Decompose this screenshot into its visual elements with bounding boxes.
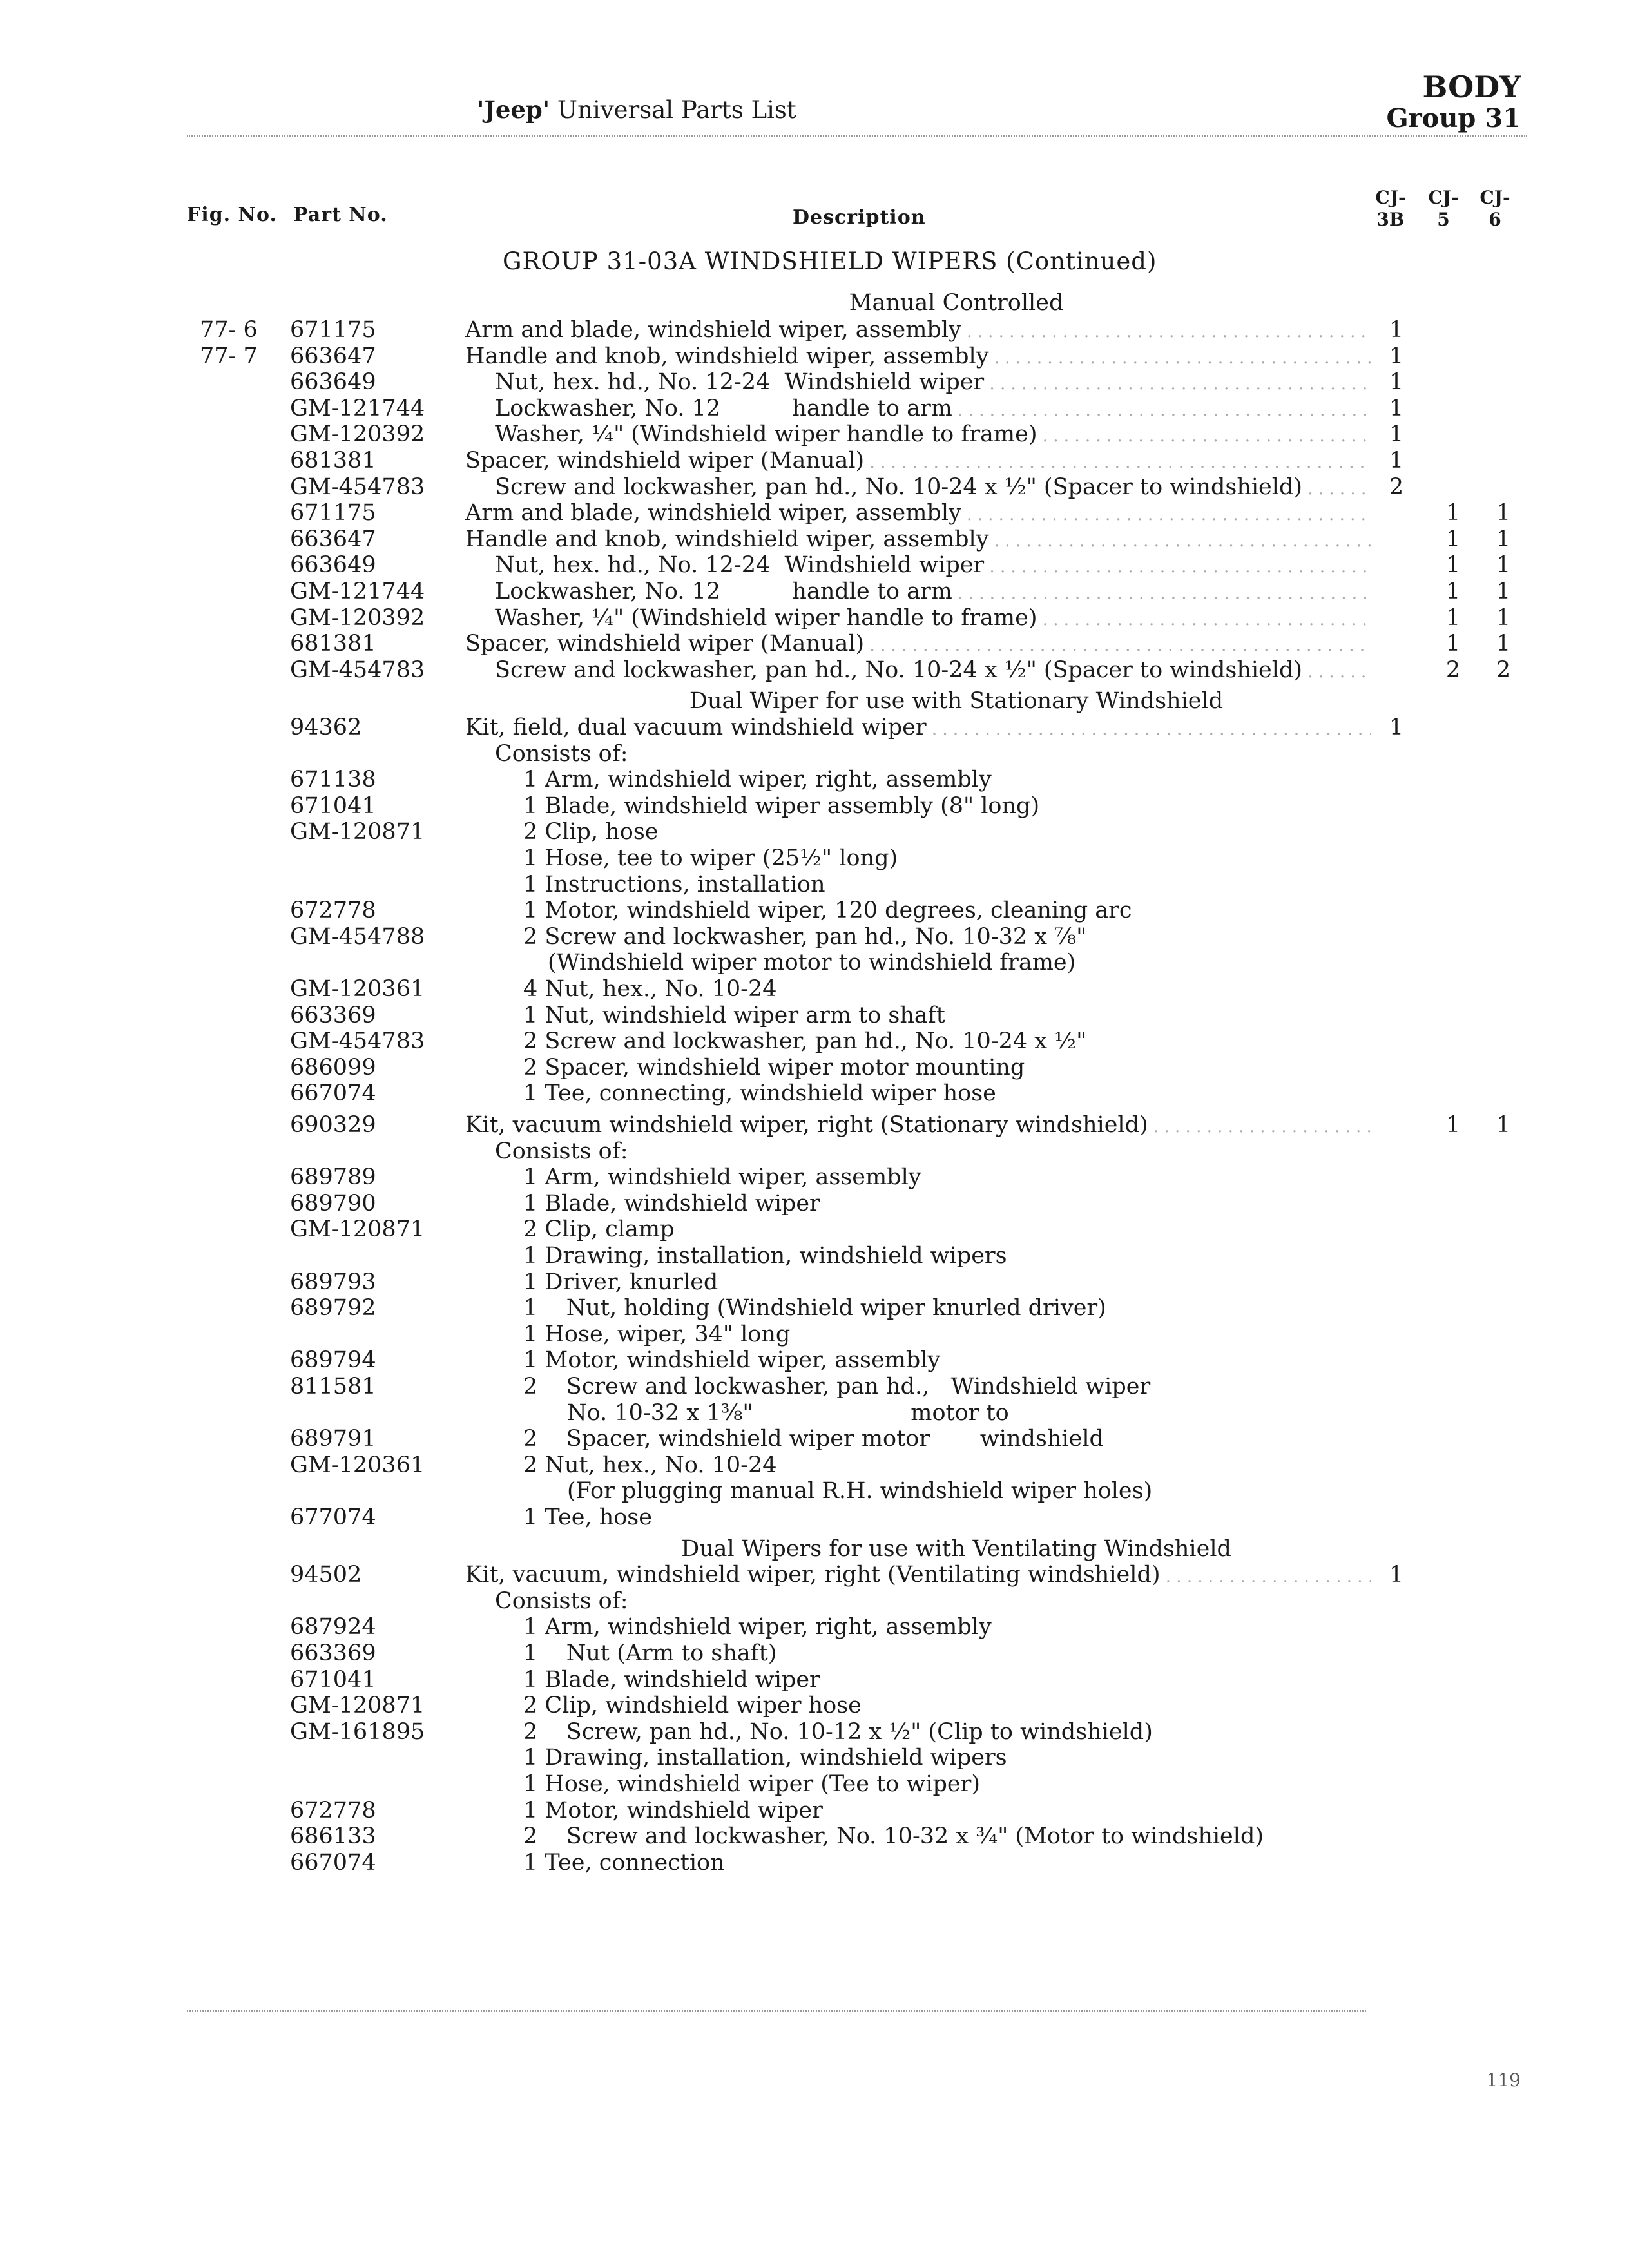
table-row bbox=[0, 1426, 1629, 1452]
part-no: 690329 bbox=[290, 1112, 376, 1138]
quantity-cj6: 1 bbox=[1496, 552, 1511, 578]
quantity-cj5: 1 bbox=[1445, 526, 1461, 552]
part-no: 671138 bbox=[290, 767, 376, 793]
table-row bbox=[0, 1452, 1629, 1478]
part-no: GM-120361 bbox=[290, 1452, 425, 1478]
fig-no: 77- 6 bbox=[200, 317, 258, 343]
quantity-cj3b: 1 bbox=[1389, 343, 1404, 369]
table-row bbox=[0, 1562, 1629, 1588]
part-no: 663649 bbox=[290, 552, 376, 578]
part-no: 689791 bbox=[290, 1426, 376, 1452]
table-row bbox=[0, 1504, 1629, 1530]
table-row bbox=[0, 421, 1629, 447]
description: 2 Screw and lockwasher, pan hd., No. 10-24 x ½" bbox=[523, 1028, 1087, 1054]
description: 1 Drawing, installation, windshield wipers bbox=[523, 1745, 1007, 1771]
col-header-description: Description bbox=[793, 206, 926, 229]
description: 1 Arm, windshield wiper, right, assembly bbox=[523, 1614, 992, 1640]
description: 1 Motor, windshield wiper, 120 degrees, cleaning arc bbox=[523, 898, 1132, 923]
description: 2 Screw, pan hd., No. 10-12 x ½" (Clip to windshield) bbox=[523, 1719, 1153, 1745]
table-row bbox=[0, 872, 1629, 898]
part-no: 689792 bbox=[290, 1295, 376, 1321]
table-row bbox=[0, 552, 1629, 578]
quantity-cj3b: 1 bbox=[1389, 369, 1404, 395]
part-no: GM-120361 bbox=[290, 976, 425, 1002]
description: 1 Arm, windshield wiper, right, assembly bbox=[523, 767, 992, 793]
part-no: 672778 bbox=[290, 1798, 376, 1823]
part-no: GM-454783 bbox=[290, 474, 425, 500]
col-header-part: Part No. bbox=[293, 204, 388, 226]
part-no: 681381 bbox=[290, 448, 376, 474]
table-row bbox=[0, 715, 1629, 740]
quantity-cj6: 1 bbox=[1496, 1112, 1511, 1138]
quantity-cj3b: 1 bbox=[1389, 715, 1404, 740]
description: 2 Clip, windshield wiper hose bbox=[523, 1693, 862, 1718]
description: 4 Nut, hex., No. 10-24 bbox=[523, 976, 777, 1002]
part-no: 667074 bbox=[290, 1850, 376, 1876]
part-no: 689789 bbox=[290, 1164, 376, 1190]
table-row bbox=[0, 767, 1629, 793]
part-no: 672778 bbox=[290, 898, 376, 923]
description: Consists of: bbox=[495, 1139, 628, 1164]
table-row bbox=[0, 1771, 1629, 1797]
part-no: GM-161895 bbox=[290, 1719, 425, 1745]
table-row bbox=[0, 1243, 1629, 1269]
part-no: 663647 bbox=[290, 526, 376, 552]
description: Consists of: bbox=[495, 741, 628, 767]
description: Washer, ¼" (Windshield wiper handle to frame) . . . bbox=[495, 605, 1371, 633]
description: No. 10-32 x 1⅜" motor to bbox=[567, 1400, 1009, 1426]
part-no: 689794 bbox=[290, 1347, 376, 1373]
table-row bbox=[0, 1823, 1629, 1849]
description: 1 Hose, wiper, 34" long bbox=[523, 1321, 791, 1347]
description: 2 Spacer, windshield wiper motor windshield bbox=[523, 1426, 1104, 1452]
part-no: GM-121744 bbox=[290, 396, 425, 421]
quantity-cj3b: 2 bbox=[1389, 474, 1404, 500]
table-row bbox=[0, 1269, 1629, 1295]
table-row bbox=[0, 1374, 1629, 1399]
table-row bbox=[0, 1478, 1629, 1504]
description: Arm and blade, windshield wiper, assembly . . . bbox=[465, 500, 1371, 528]
subheading-dual-stationary: Dual Wiper for use with Stationary Windshield bbox=[689, 688, 1224, 715]
table-row bbox=[0, 1295, 1629, 1321]
part-no: 671041 bbox=[290, 1667, 376, 1693]
table-row bbox=[0, 1667, 1629, 1693]
table-row bbox=[0, 396, 1629, 421]
description: 1 Tee, connection bbox=[523, 1850, 725, 1876]
quantity-cj6: 1 bbox=[1496, 526, 1511, 552]
description: 1 Hose, tee to wiper (25½" long) bbox=[523, 845, 898, 871]
description: (For plugging manual R.H. windshield wiper holes) bbox=[567, 1478, 1153, 1504]
table-row bbox=[0, 631, 1629, 657]
description: 1 Hose, windshield wiper (Tee to wiper) bbox=[523, 1771, 981, 1797]
description: Kit, vacuum windshield wiper, right (Stationary windshield) . . . bbox=[465, 1112, 1371, 1140]
part-no: 677074 bbox=[290, 1504, 376, 1530]
part-no: GM-454783 bbox=[290, 1028, 425, 1054]
description: Arm and blade, windshield wiper, assembly . . . bbox=[465, 317, 1371, 345]
description: Lockwasher, No. 12 handle to arm . . . bbox=[495, 396, 1371, 423]
part-no: GM-120871 bbox=[290, 1216, 425, 1242]
page-header-title: 'Jeep' Universal Parts List bbox=[477, 95, 796, 124]
group-title: GROUP 31-03A WINDSHIELD WIPERS (Continued) bbox=[503, 247, 1157, 275]
table-row bbox=[0, 343, 1629, 369]
table-row bbox=[0, 793, 1629, 819]
description: 1 Nut (Arm to shaft) bbox=[523, 1640, 777, 1666]
description: 1 Arm, windshield wiper, assembly bbox=[523, 1164, 921, 1190]
description: Screw and lockwasher, pan hd., No. 10-24 x ½" (Spacer to windshield) . . . bbox=[495, 657, 1371, 685]
table-row bbox=[0, 845, 1629, 871]
quantity-cj5: 1 bbox=[1445, 631, 1461, 657]
quantity-cj3b: 1 bbox=[1389, 448, 1404, 474]
quantity-cj5: 1 bbox=[1445, 1112, 1461, 1138]
description: (Windshield wiper motor to windshield frame) bbox=[548, 950, 1076, 975]
table-row bbox=[0, 1719, 1629, 1745]
table-row bbox=[0, 1139, 1629, 1164]
table-row bbox=[0, 924, 1629, 950]
quantity-cj6: 1 bbox=[1496, 631, 1511, 657]
table-row bbox=[0, 1614, 1629, 1640]
table-row bbox=[0, 579, 1629, 604]
part-no: 687924 bbox=[290, 1614, 376, 1640]
description: 1 Nut, holding (Windshield wiper knurled driver) bbox=[523, 1295, 1106, 1321]
description: Nut, hex. hd., No. 12-24 Windshield wiper . . . bbox=[495, 552, 1371, 580]
table-row bbox=[0, 1216, 1629, 1242]
description: Lockwasher, No. 12 handle to arm . . . bbox=[495, 579, 1371, 606]
part-no: 94502 bbox=[290, 1562, 362, 1588]
quantity-cj6: 1 bbox=[1496, 605, 1511, 631]
footer-rule bbox=[187, 2010, 1366, 2012]
table-row bbox=[0, 657, 1629, 683]
part-no: GM-120871 bbox=[290, 1693, 425, 1718]
description: Consists of: bbox=[495, 1588, 628, 1614]
part-no: 671175 bbox=[290, 500, 376, 526]
page-number: 119 bbox=[1486, 2070, 1521, 2091]
part-no: GM-454783 bbox=[290, 657, 425, 683]
description: 1 Motor, windshield wiper, assembly bbox=[523, 1347, 941, 1373]
description: 2 Clip, hose bbox=[523, 819, 659, 845]
subheading-manual-controlled: Manual Controlled bbox=[849, 290, 1064, 316]
part-no: GM-454788 bbox=[290, 924, 425, 950]
table-row bbox=[0, 1028, 1629, 1054]
description: Spacer, windshield wiper (Manual) . . . bbox=[465, 631, 1371, 658]
table-row bbox=[0, 1850, 1629, 1876]
quantity-cj6: 1 bbox=[1496, 500, 1511, 526]
quantity-cj6: 1 bbox=[1496, 579, 1511, 604]
table-row bbox=[0, 317, 1629, 343]
quantity-cj6: 2 bbox=[1496, 657, 1511, 683]
table-row bbox=[0, 1081, 1629, 1106]
table-row bbox=[0, 898, 1629, 923]
description: 1 Blade, windshield wiper bbox=[523, 1667, 820, 1693]
quantity-cj3b: 1 bbox=[1389, 396, 1404, 421]
table-row bbox=[0, 1347, 1629, 1373]
col-header-cj6: CJ- 6 bbox=[1480, 187, 1510, 230]
part-no: 94362 bbox=[290, 715, 362, 740]
table-row bbox=[0, 976, 1629, 1002]
table-row bbox=[0, 605, 1629, 631]
table-row bbox=[0, 500, 1629, 526]
description: Kit, vacuum, windshield wiper, right (Ventilating windshield) . . . bbox=[465, 1562, 1371, 1590]
description: Screw and lockwasher, pan hd., No. 10-24 x ½" (Spacer to windshield) . . . bbox=[495, 474, 1371, 502]
table-row bbox=[0, 448, 1629, 474]
description: Spacer, windshield wiper (Manual) . . . bbox=[465, 448, 1371, 476]
part-no: 671041 bbox=[290, 793, 376, 819]
part-no: 689793 bbox=[290, 1269, 376, 1295]
table-row bbox=[0, 741, 1629, 767]
part-no: 663649 bbox=[290, 369, 376, 395]
group-label: Group 31 bbox=[1386, 103, 1521, 133]
description: 2 Screw and lockwasher, pan hd., No. 10-32 x ⅞" bbox=[523, 924, 1087, 950]
part-no: GM-120871 bbox=[290, 819, 425, 845]
table-row bbox=[0, 1321, 1629, 1347]
table-row bbox=[0, 1055, 1629, 1081]
quantity-cj5: 1 bbox=[1445, 605, 1461, 631]
table-row bbox=[0, 1003, 1629, 1028]
fig-no: 77- 7 bbox=[200, 343, 258, 369]
description: 1 Driver, knurled bbox=[523, 1269, 718, 1295]
description: 1 Motor, windshield wiper bbox=[523, 1798, 823, 1823]
part-no: 663369 bbox=[290, 1640, 376, 1666]
table-row bbox=[0, 1112, 1629, 1138]
part-no: 686133 bbox=[290, 1823, 376, 1849]
part-no: 811581 bbox=[290, 1374, 376, 1399]
table-row bbox=[0, 1400, 1629, 1426]
header-rule bbox=[187, 135, 1527, 137]
description: 1 Tee, hose bbox=[523, 1504, 652, 1530]
part-no: 689790 bbox=[290, 1191, 376, 1216]
description: 1 Instructions, installation bbox=[523, 872, 825, 898]
part-no: 663369 bbox=[290, 1003, 376, 1028]
description: Washer, ¼" (Windshield wiper handle to frame) . . . bbox=[495, 421, 1371, 449]
col-header-fig: Fig. No. bbox=[187, 204, 277, 226]
quantity-cj5: 1 bbox=[1445, 552, 1461, 578]
table-row bbox=[0, 474, 1629, 500]
table-row bbox=[0, 950, 1629, 975]
part-no: 667074 bbox=[290, 1081, 376, 1106]
description: Handle and knob, windshield wiper, assembly . . . bbox=[465, 526, 1371, 554]
table-row bbox=[0, 369, 1629, 395]
part-no: 671175 bbox=[290, 317, 376, 343]
quantity-cj5: 1 bbox=[1445, 500, 1461, 526]
table-row bbox=[0, 1798, 1629, 1823]
quantity-cj5: 1 bbox=[1445, 579, 1461, 604]
description: 2 Screw and lockwasher, No. 10-32 x ¾" (Motor to windshield) bbox=[523, 1823, 1264, 1849]
part-no: 663647 bbox=[290, 343, 376, 369]
quantity-cj3b: 1 bbox=[1389, 1562, 1404, 1588]
description: Kit, field, dual vacuum windshield wiper . . . bbox=[465, 715, 1371, 742]
table-row bbox=[0, 526, 1629, 552]
section-title: BODY bbox=[1422, 70, 1521, 104]
description: 1 Drawing, installation, windshield wipers bbox=[523, 1243, 1007, 1269]
table-row bbox=[0, 1640, 1629, 1666]
table-row bbox=[0, 1588, 1629, 1614]
table-row bbox=[0, 1164, 1629, 1190]
quantity-cj3b: 1 bbox=[1389, 317, 1404, 343]
part-no: 681381 bbox=[290, 631, 376, 657]
table-row bbox=[0, 1191, 1629, 1216]
quantity-cj3b: 1 bbox=[1389, 421, 1404, 447]
subheading-dual-ventilating: Dual Wipers for use with Ventilating Windshield bbox=[681, 1535, 1231, 1562]
col-header-cj5: CJ- 5 bbox=[1428, 187, 1459, 230]
description: 2 Screw and lockwasher, pan hd., Windshield wiper bbox=[523, 1374, 1151, 1399]
table-row bbox=[0, 1693, 1629, 1718]
description: 1 Blade, windshield wiper bbox=[523, 1191, 820, 1216]
table-row bbox=[0, 819, 1629, 845]
part-no: GM-121744 bbox=[290, 579, 425, 604]
description: 2 Spacer, windshield wiper motor mounting bbox=[523, 1055, 1025, 1081]
description: Nut, hex. hd., No. 12-24 Windshield wiper . . . bbox=[495, 369, 1371, 397]
description: 2 Nut, hex., No. 10-24 bbox=[523, 1452, 777, 1478]
part-no: 686099 bbox=[290, 1055, 376, 1081]
table-row bbox=[0, 1745, 1629, 1771]
description: 1 Tee, connecting, windshield wiper hose bbox=[523, 1081, 996, 1106]
description: 2 Clip, clamp bbox=[523, 1216, 675, 1242]
part-no: GM-120392 bbox=[290, 605, 425, 631]
part-no: GM-120392 bbox=[290, 421, 425, 447]
description: 1 Nut, windshield wiper arm to shaft bbox=[523, 1003, 945, 1028]
description: Handle and knob, windshield wiper, assembly . . . bbox=[465, 343, 1371, 371]
quantity-cj5: 2 bbox=[1445, 657, 1461, 683]
description: 1 Blade, windshield wiper assembly (8" long) bbox=[523, 793, 1040, 819]
col-header-cj3b: CJ- 3B bbox=[1375, 187, 1406, 230]
